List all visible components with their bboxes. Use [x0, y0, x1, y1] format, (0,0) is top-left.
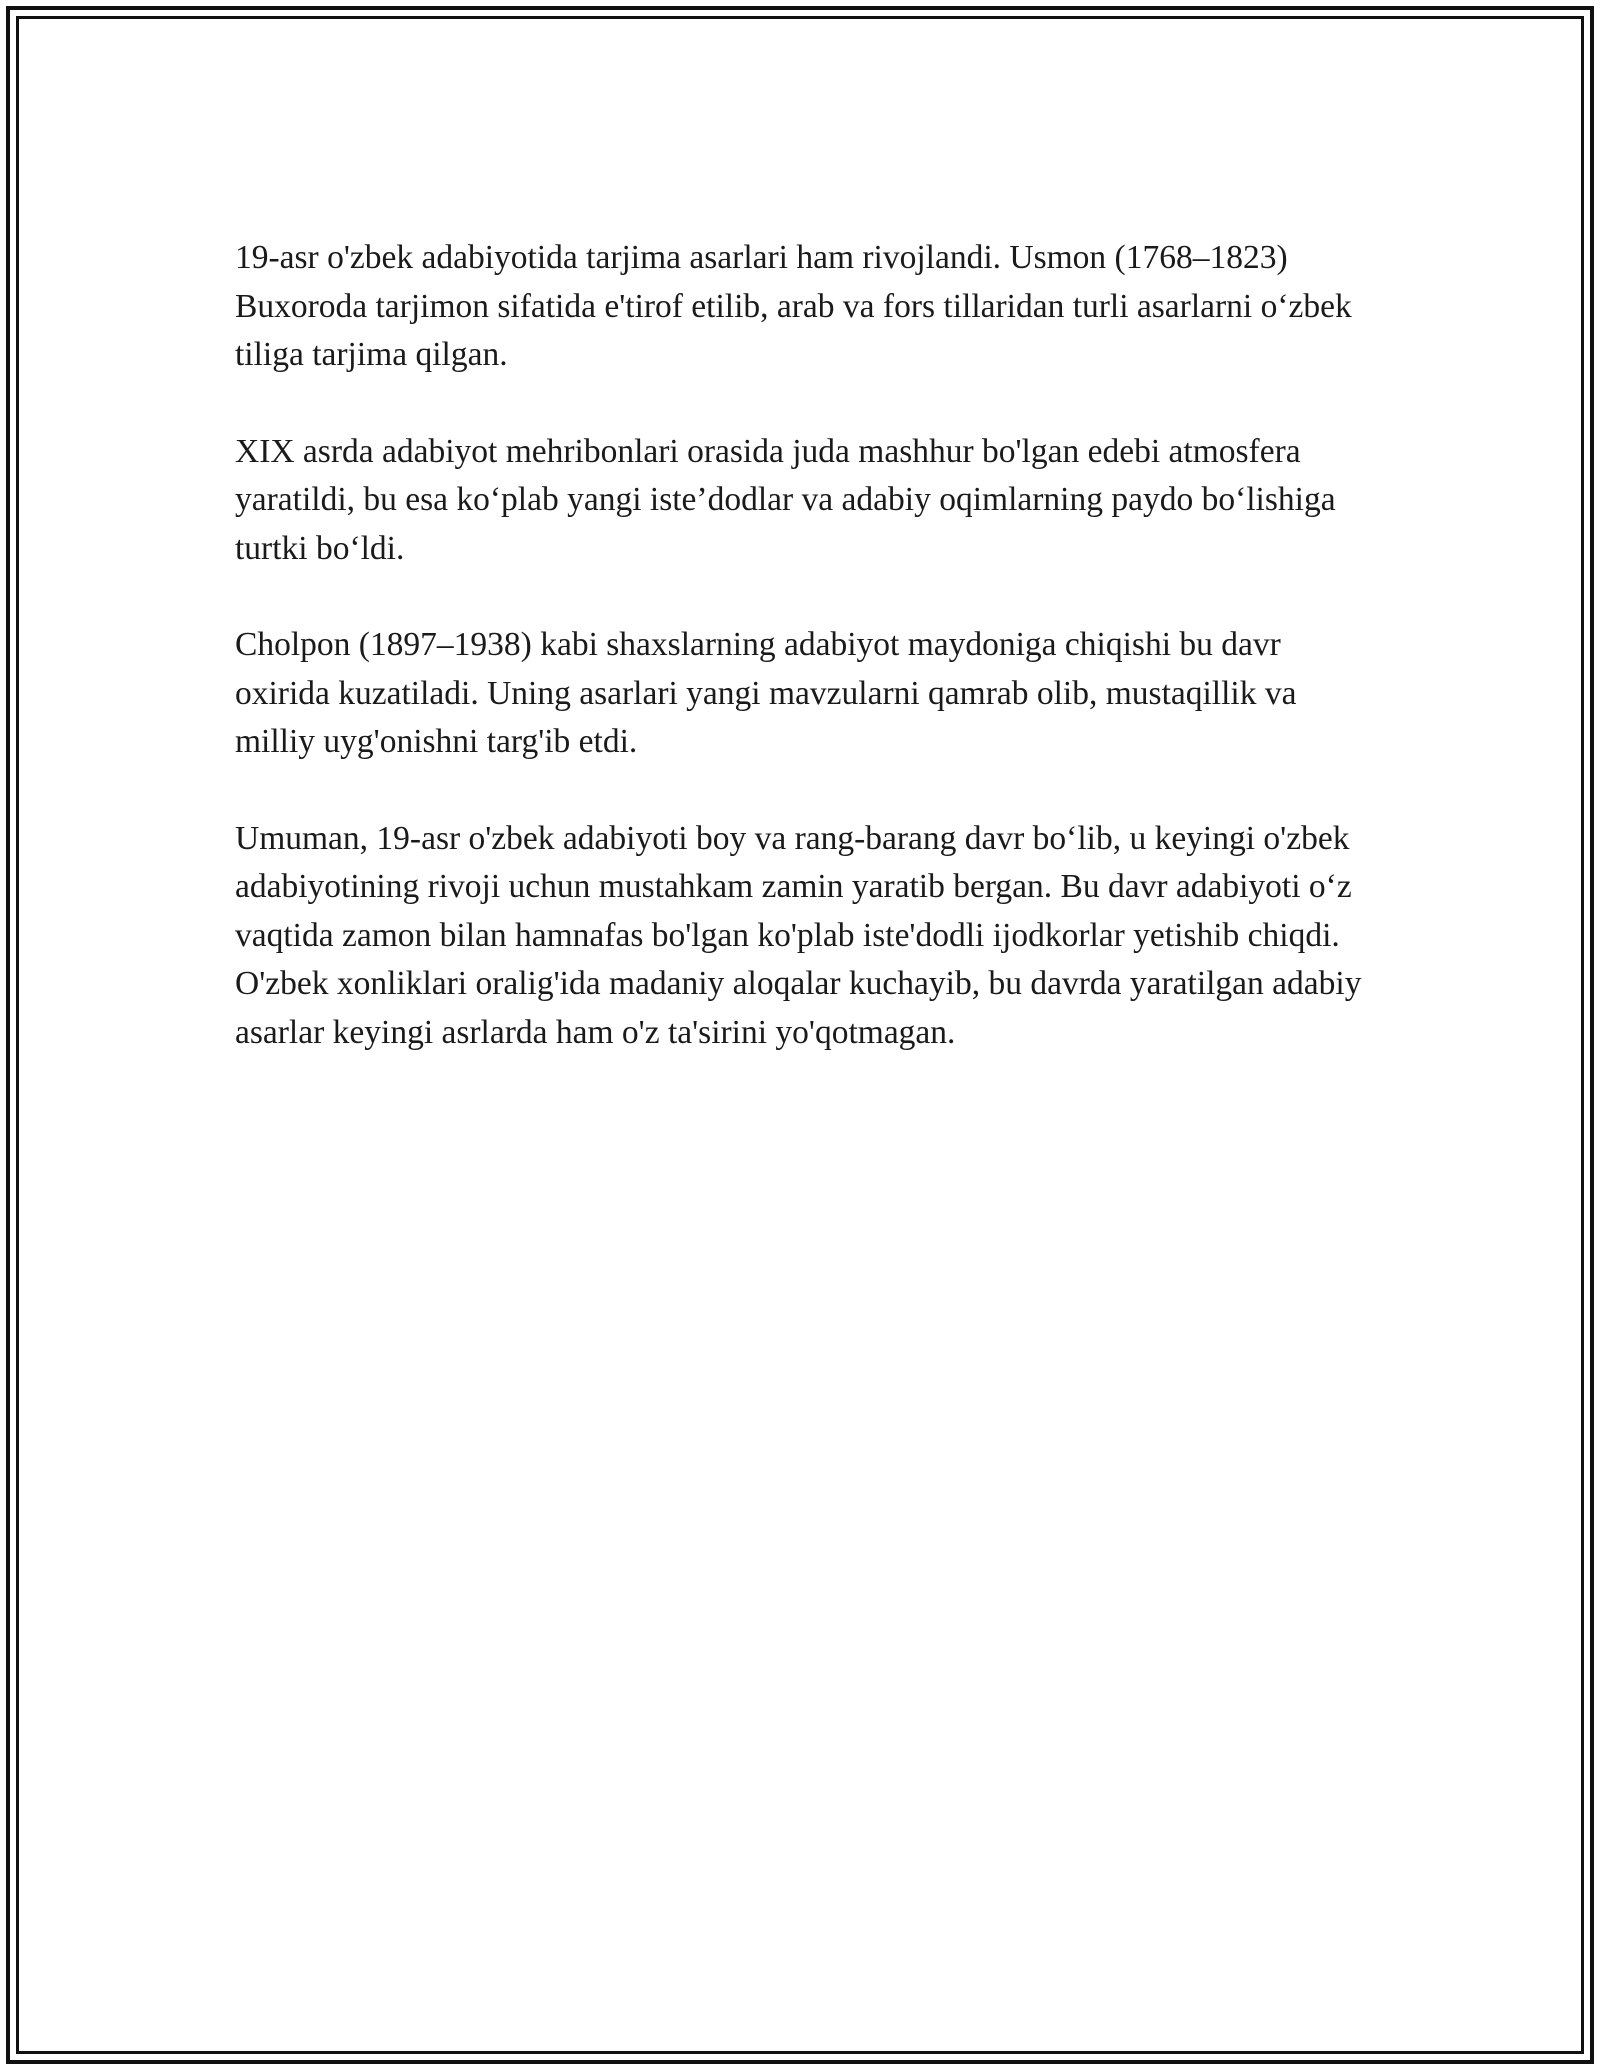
paragraph-2: XIX asrda adabiyot mehribonlari orasida juda mashhur bo'lgan edebi atmosfera yaratildi, bu esa ko‘plab yangi iste’dodlar va adabiy oqimlarning paydo bo‘lishiga turtki bo‘ldi. [235, 432, 1336, 567]
document-body [235, 234, 1365, 1105]
paragraph-4: Umuman, 19-asr o'zbek adabiyoti boy va rang-barang davr bo‘lib, u keyingi o'zbek adabiyotining rivoji uchun mustahkam zamin yaratib bergan. Bu davr adabiyoti o‘z vaqtida zamon bilan hamnafas bo'lgan ko'plab iste'dodli ijodkorlar yetishib chiqdi. O'zbek xonliklari oralig'ida madaniy aloqalar kuchayib, bu davrda yaratilgan adabiy asarlar keyingi asrlarda ham o'z ta'sirini yo'qotmagan. [235, 819, 1362, 1051]
paragraph-1: 19-asr o'zbek adabiyotida tarjima asarlari ham rivojlandi. Usmon (1768–1823) Buxoroda tarjimon sifatida e'tirof etilib, arab va fors tillaridan turli asarlarni o‘zbek tiliga tarjima qilgan. [235, 239, 1352, 373]
paragraph-3: Cholpon (1897–1938) kabi shaxslarning adabiyot maydoniga chiqishi bu davr oxirida kuzatiladi. Uning asarlari yangi mavzularni qamrab olib, mustaqillik va milliy uyg'onishni targ'ib etdi. [235, 626, 1297, 760]
